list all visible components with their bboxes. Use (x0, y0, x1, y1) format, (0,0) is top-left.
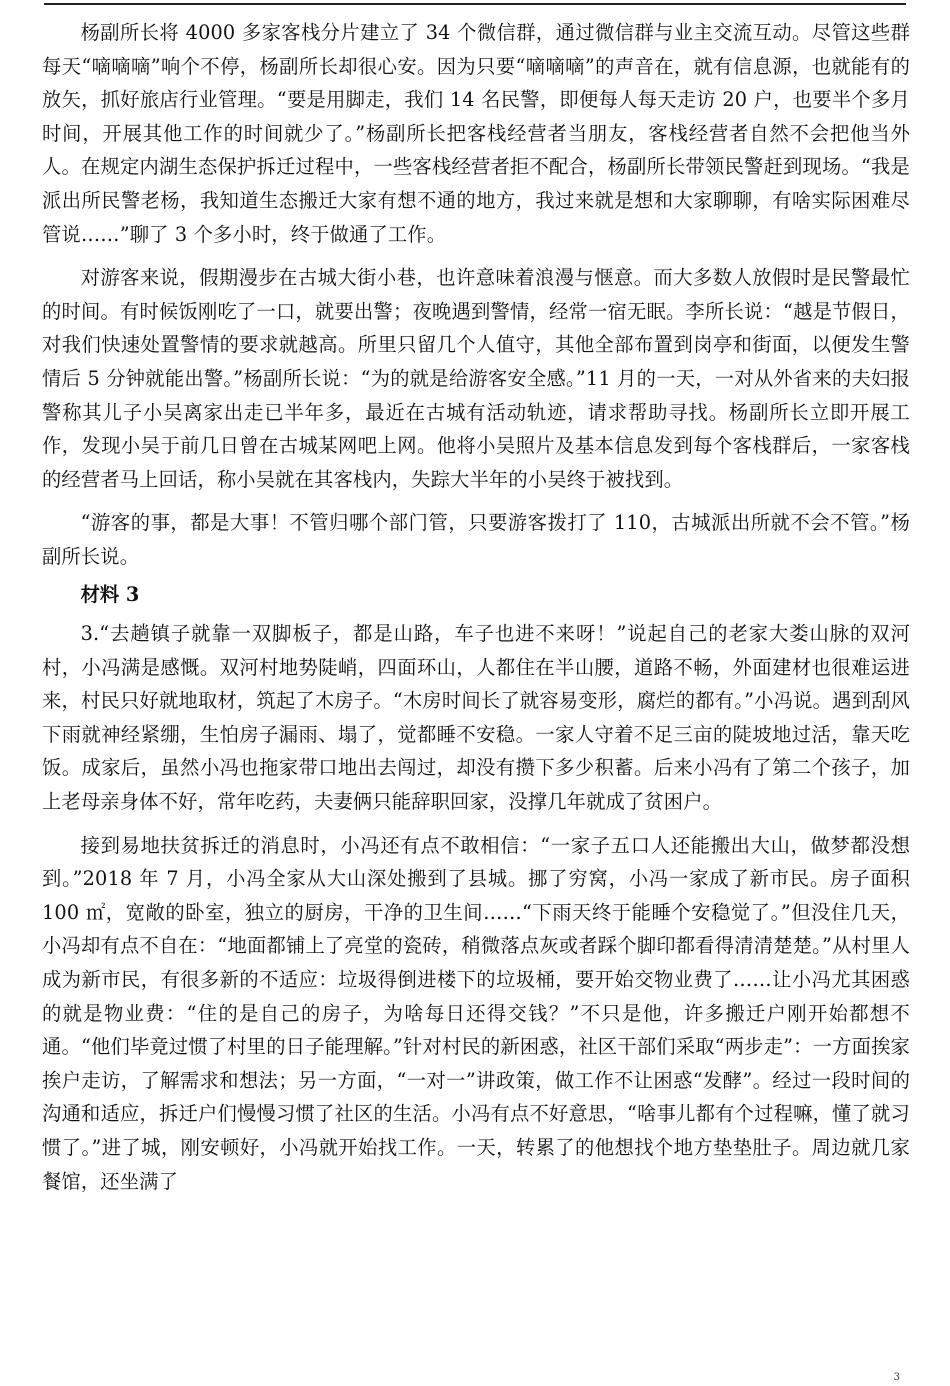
page-number: 3 (893, 1372, 900, 1383)
paragraph-relocation-adaptation: 接到易地扶贫拆迁的消息时，小冯还有点不敢相信：“一家子五口人还能搬出大山，做梦都没想到。”2018 年 7 月，小冯全家从大山深处搬到了县城。挪了穷窝，小冯一家成了新市民。房子面积 100 ㎡，宽敞的卧室，独立的厨房，干净的卫生间……“下雨天终于能睡个安稳觉了。”但没住几天，小冯却有点不自在：“地面都铺上了亮堂的瓷砖，稍微落点灰或者踩个脚印都看得清清楚楚。”从村里人成为新市民，有很多新的不适应：垃圾得倒进楼下的垃圾桶，要开始交物业费了……让小冯尤其困惑的就是物业费：“住的是自己的房子，为啥每日还得交钱？”不只是他，许多搬迁户刚开始都想不通。“他们毕竟过惯了村里的日子能理解。”针对村民的新困惑，社区干部们采取“两步走”：一方面挨家挨户走访，了解需求和想法；另一方面，“一对一”讲政策，做工作不让困惑“发酵”。经过一段时间的沟通和适应，拆迁户们慢慢习惯了社区的生活。小冯有点不好意思，“啥事儿都有个过程嘛，懂了就习惯了。”进了城，刚安顿好，小冯就开始找工作。一天，转累了的他想找个地方垫垫肚子。周边就几家餐馆，还坐满了 (42, 833, 910, 1193)
paragraph-innkeeper-wechat-groups: 杨副所长将 4000 多家客栈分片建立了 34 个微信群，通过微信群与业主交流互动。尽管这些群每天“嘀嘀嘀”响个不停，杨副所长却很心安。因为只要“嘀嘀嘀”的声音在，就有信息源，也就能有的放矢，抓好旅店行业管理。“要是用脚走，我们 14 名民警，即便每人每天走访 20 户，也要半个多月时间，开展其他工作的时间就少了。”杨副所长把客栈经营者当朋友，客栈经营者自然不会把他当外人。在规定内湖生态保护拆迁过程中，一些客栈经营者拒不配合，杨副所长带领民警赶到现场。“我是派出所民警老杨，我知道生态搬迁大家有想不通的地方，我过来就是想和大家聊聊，有啥实际困难尽管说……”聊了 3 个多小时，终于做通了工作。 (42, 21, 910, 246)
section-heading-material-3: 材料 3 (80, 582, 140, 606)
top-border-line (44, 3, 906, 5)
paragraph-shuanghe-village: 3.“去趟镇子就靠一双脚板子，都是山路，车子也进不来呀！”说起自己的老家大娄山脉的双河村，小冯满是感慨。双河村地势陡峭，四面环山，人都住在半山腰，道路不畅，外面建材也很难运进来，村民只好就地取材，筑起了木房子。“木房时间长了就容易变形，腐烂的都有。”小冯说。遇到刮风下雨就神经紧绷，生怕房子漏雨、塌了，觉都睡不安稳。一家人守着不足三亩的陡坡地过活，靠天吃饭。成家后，虽然小冯也拖家带口地出去闯过，却没有攒下多少积蓄。后来小冯有了第二个孩子，加上老母亲身体不好，常年吃药，夫妻俩只能辞职回家，没撑几年就成了贫困户。 (42, 622, 910, 814)
paragraph-holiday-policing: 对游客来说，假期漫步在古城大街小巷，也许意味着浪漫与惬意。而大多数人放假时是民警最忙的时间。有时候饭刚吃了一口，就要出警；夜晚遇到警情，经常一宿无眠。李所长说：“越是节假日，对我们快速处置警情的要求就越高。所里只留几个人值守，其他全部布置到岗亭和街面，以便发生警情后 5 分钟就能出警。”杨副所长说：“为的就是给游客安全感。”11 月的一天，一对从外省来的夫妇报警称其儿子小吴离家出走已半年多，最近在古城有活动轨迹，请求帮助寻找。杨副所长立即开展工作，发现小吴于前几日曾在古城某网吧上网。他将小吴照片及基本信息发到每个客栈群后，一家客栈的经营者马上回话，称小吴就在其客栈内，失踪大半年的小吴终于被找到。 (42, 266, 910, 491)
document-body (42, 16, 910, 1198)
paragraph-tourist-quote: “游客的事，都是大事！不管归哪个部门管，只要游客拨打了 110，古城派出所就不会不管。”杨副所长说。 (42, 511, 910, 568)
